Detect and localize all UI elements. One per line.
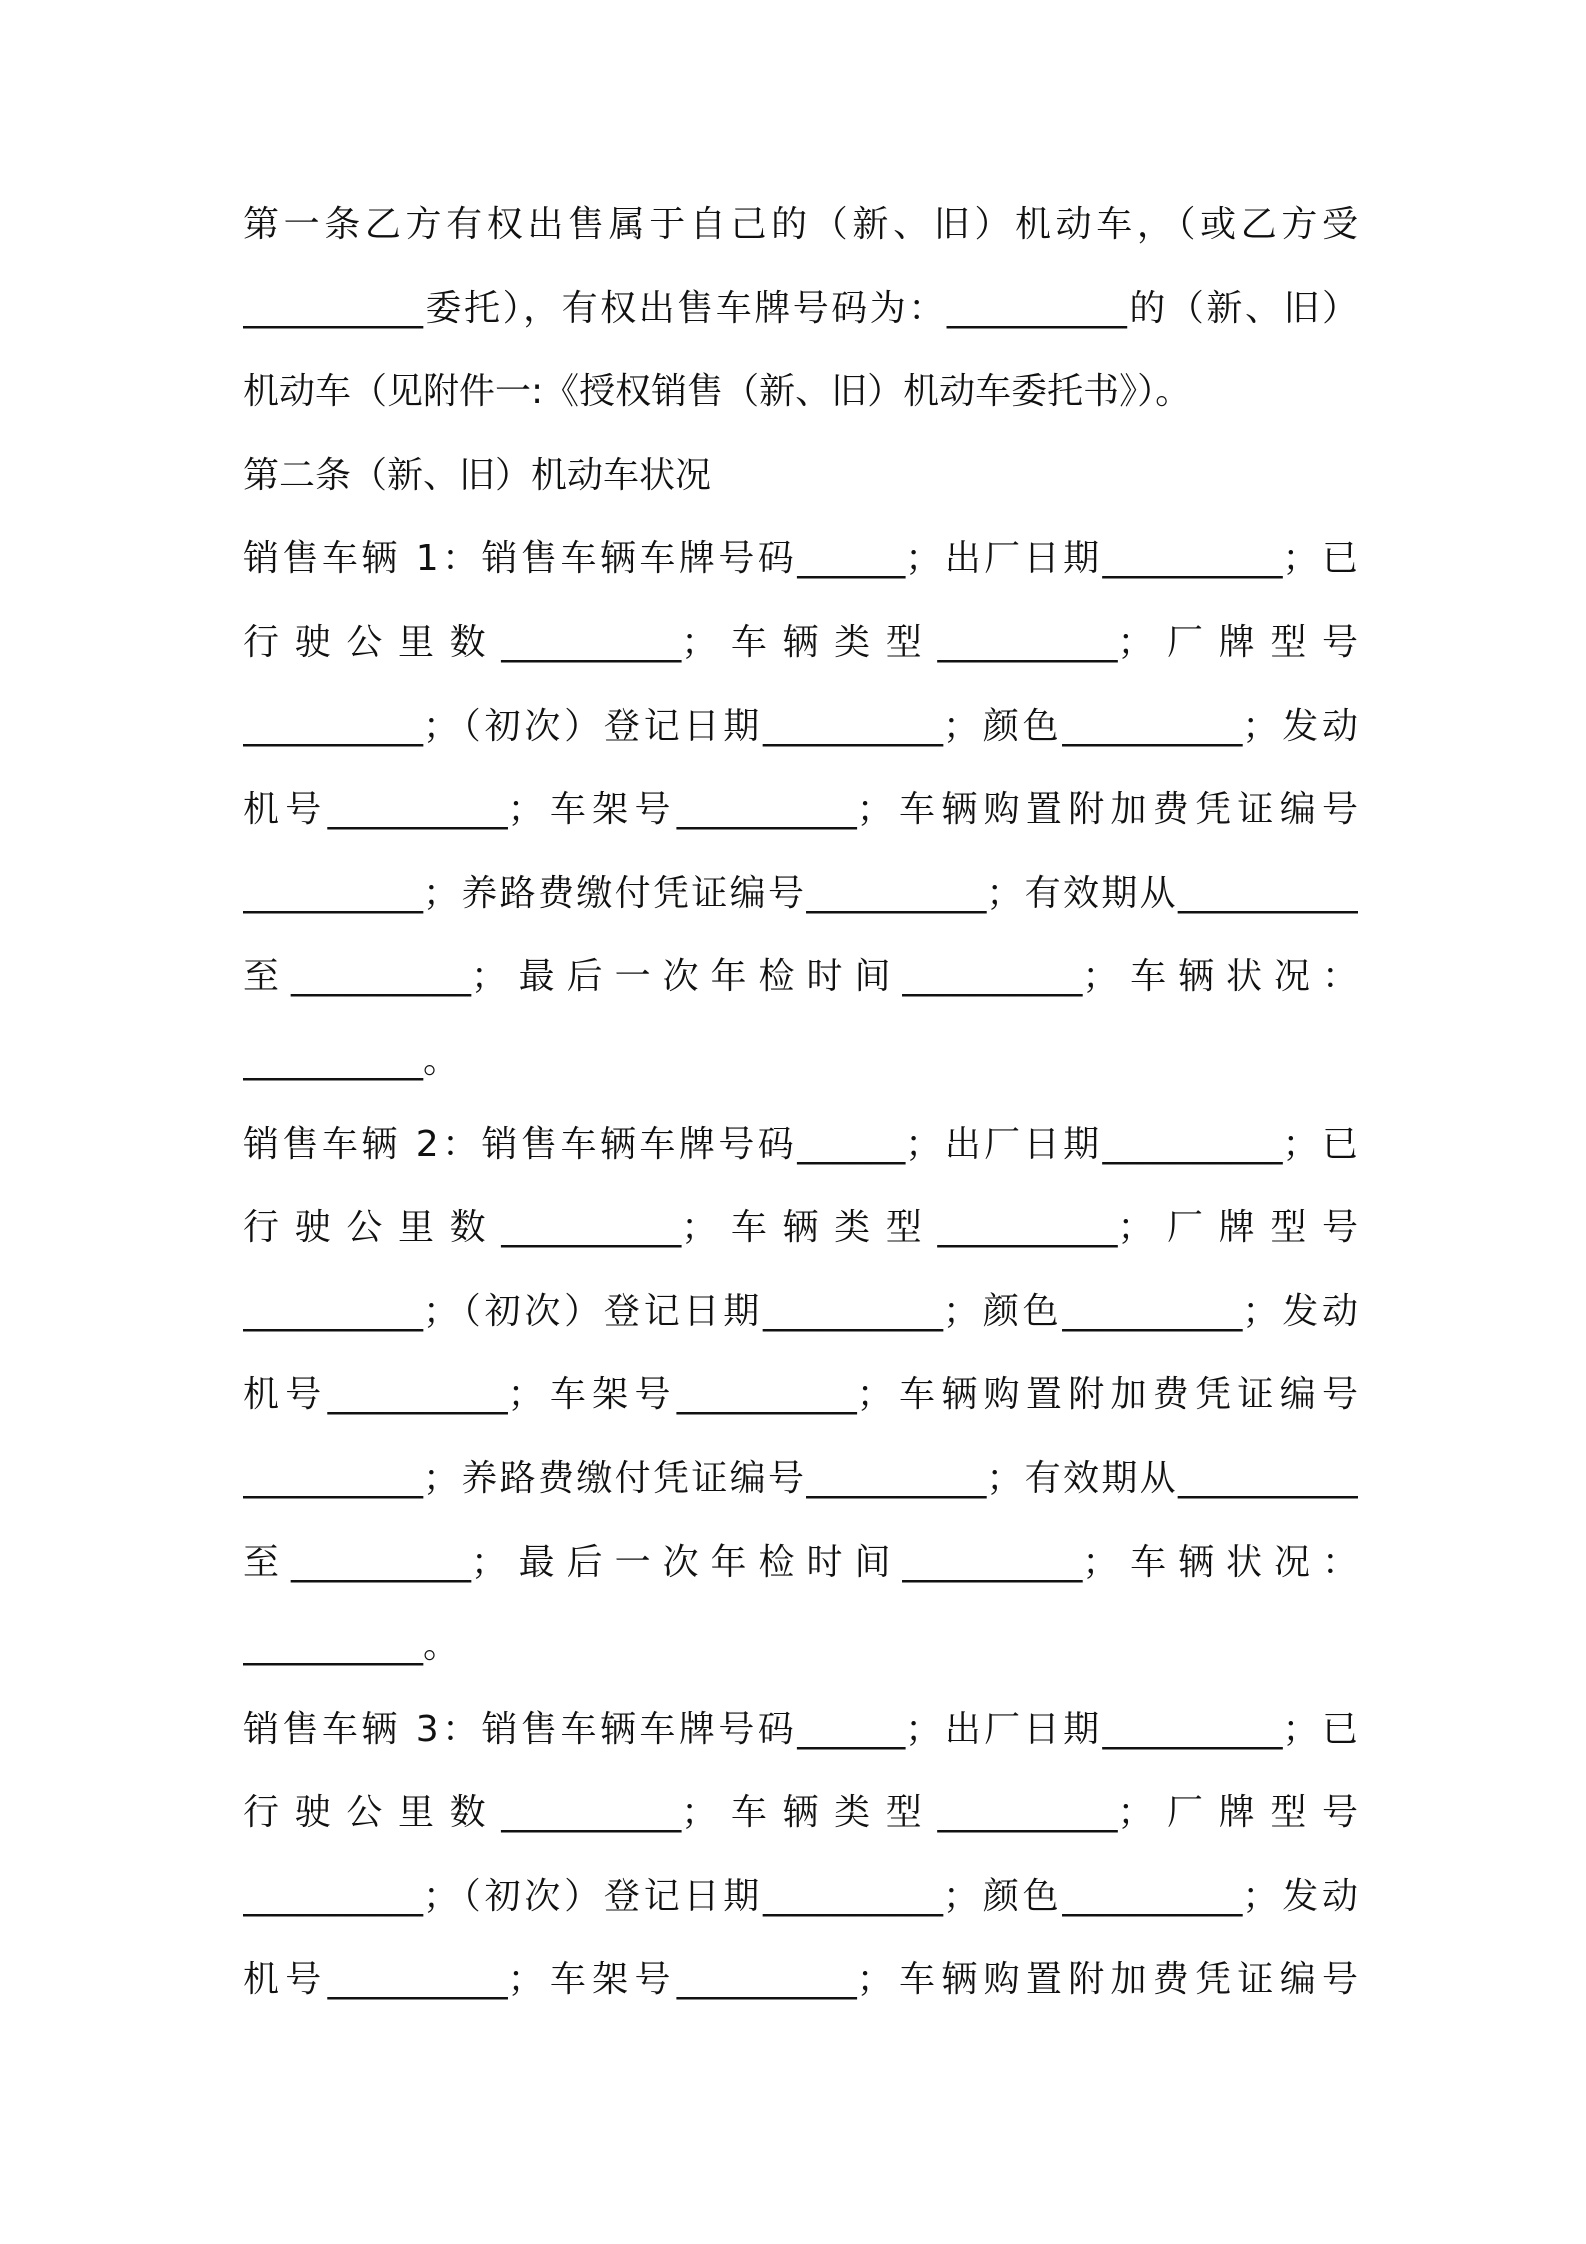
vehicle-2-line-1: 销售车辆 2：销售车辆车牌号码______；出厂日期__________；已 (243, 1123, 1358, 1165)
vehicle-2-line-2: 行 驶 公 里 数 __________； 车 辆 类 型 __________； 厂 牌 型 号 (243, 1207, 1358, 1249)
vehicle-3-line-2: 行 驶 公 里 数 __________； 车 辆 类 型 __________； 厂 牌 型 号 (243, 1792, 1358, 1834)
vehicle-2-line-7: __________。 (243, 1625, 460, 1667)
vehicle-1-line-2: 行 驶 公 里 数 __________； 车 辆 类 型 __________； 厂 牌 型 号 (243, 621, 1358, 663)
vehicle-1-line-3: __________；（初次）登记日期__________；颜色__________；发动 (243, 705, 1358, 747)
vehicle-1-line-5: __________；养路费缴付凭证编号__________；有效期从__________ (243, 872, 1358, 914)
vehicle-3-line-1: 销售车辆 3：销售车辆车牌号码______；出厂日期__________；已 (243, 1708, 1358, 1750)
vehicle-1-line-6: 至 __________； 最 后 一 次 年 检 时 间 __________； 车 辆 状 况 ： (243, 956, 1358, 998)
vehicle-1-line-1: 销售车辆 1：销售车辆车牌号码______；出厂日期__________；已 (243, 538, 1358, 580)
article-1-line-3: 机动车（见附件一:《授权销售（新、旧）机动车委托书》）。 (243, 371, 1192, 413)
document-body (243, 200, 1358, 2039)
vehicle-2-line-6: 至 __________； 最 后 一 次 年 检 时 间 __________； 车 辆 状 况 ： (243, 1541, 1358, 1583)
vehicle-3-line-4: 机号__________；车架号__________；车辆购置附加费凭证编号 (243, 1959, 1358, 2001)
article-2-heading: 第二条（新、旧）机动车状况 (243, 454, 712, 496)
article-1-line-2: __________委托），有权出售车牌号码为：__________的（新、旧） (243, 287, 1358, 329)
vehicle-2-line-3: __________；（初次）登记日期__________；颜色__________；发动 (243, 1290, 1358, 1332)
vehicle-1-line-7: __________。 (243, 1039, 460, 1081)
vehicle-1-line-4: 机号__________；车架号__________；车辆购置附加费凭证编号 (243, 789, 1358, 831)
vehicle-2-line-4: 机号__________；车架号__________；车辆购置附加费凭证编号 (243, 1374, 1358, 1416)
vehicle-3-line-3: __________；（初次）登记日期__________；颜色__________；发动 (243, 1875, 1358, 1917)
article-1-line-1: 第一条乙方有权出售属于自己的（新、旧）机动车，（或乙方受 (243, 204, 1358, 245)
vehicle-2-line-5: __________；养路费缴付凭证编号__________；有效期从__________ (243, 1457, 1358, 1499)
